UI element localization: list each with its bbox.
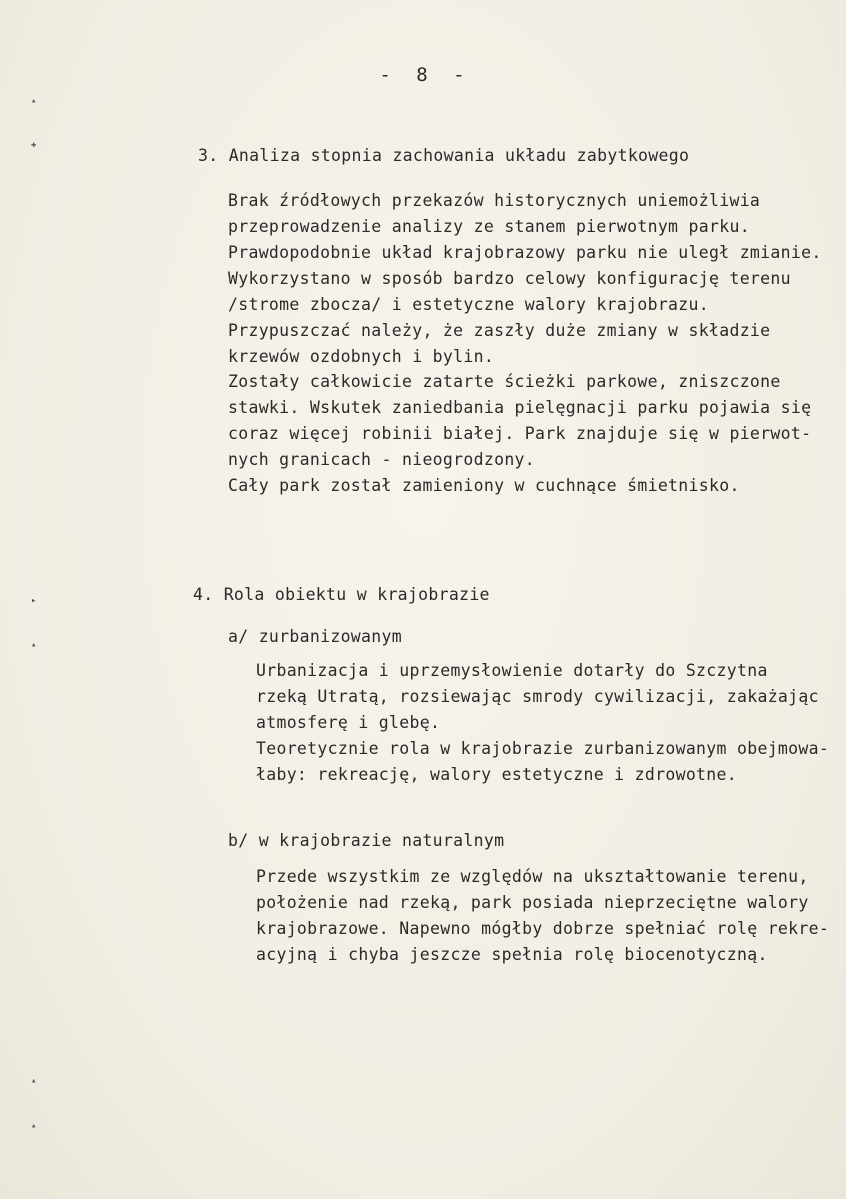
subsection-a-line: łaby: rekreację, walory estetyczne i zdrowotne. bbox=[256, 765, 737, 784]
margin-mark-1: ▴ bbox=[31, 96, 37, 106]
margin-mark-6: ▴ bbox=[31, 1121, 37, 1131]
subsection-b-line: położenie nad rzeką, park posiada nieprzeciętne walory bbox=[256, 893, 809, 912]
subsection-a-line: atmosferę i glebę. bbox=[256, 713, 441, 732]
margin-mark-2: ✚ bbox=[31, 140, 37, 150]
subsection-b-line: Przede wszystkim ze względów na ukształtowanie terenu, bbox=[256, 867, 809, 886]
section-3-line: coraz więcej robinii białej. Park znajduje się w pierwot- bbox=[228, 424, 812, 443]
page-number: - 8 - bbox=[379, 64, 467, 86]
section-4-heading: 4. Rola obiektu w krajobrazie bbox=[193, 585, 490, 604]
section-3-line: Przypuszczać należy, że zaszły duże zmiany w składzie bbox=[228, 321, 771, 340]
subsection-b-heading: b/ w krajobrazie naturalnym bbox=[228, 831, 505, 850]
section-3-line: stawki. Wskutek zaniedbania pielęgnacji parku pojawia się bbox=[228, 398, 812, 417]
section-3-line: Brak źródłowych przekazów historycznych uniemożliwia bbox=[228, 191, 761, 210]
margin-mark-5: ▴ bbox=[31, 1076, 37, 1086]
section-3-line: Wykorzystano w sposób bardzo celowy konfigurację terenu bbox=[228, 269, 791, 288]
subsection-b-line: acyjną i chyba jeszcze spełnia rolę biocenotyczną. bbox=[256, 945, 768, 964]
section-3-line: przeprowadzenie analizy ze stanem pierwotnym parku. bbox=[228, 217, 750, 236]
margin-mark-3: ▸ bbox=[31, 596, 37, 606]
subsection-b-line: krajobrazowe. Napewno mógłby dobrze spełniać rolę rekre- bbox=[256, 919, 830, 938]
section-3-line: Prawdopodobnie układ krajobrazowy parku nie uległ zmianie. bbox=[228, 243, 822, 262]
section-3-line: Zostały całkowicie zatarte ścieżki parkowe, zniszczone bbox=[228, 372, 781, 391]
subsection-a-line: Urbanizacja i uprzemysłowienie dotarły do Szczytna bbox=[256, 661, 768, 680]
section-3-line: krzewów ozdobnych i bylin. bbox=[228, 347, 495, 366]
margin-mark-4: ▴ bbox=[31, 640, 37, 650]
subsection-a-line: rzeką Utratą, rozsiewając smrody cywilizacji, zakażając bbox=[256, 687, 819, 706]
section-3-line: Cały park został zamieniony w cuchnące śmietnisko. bbox=[228, 476, 740, 495]
section-3-line: /strome zbocza/ i estetyczne walory krajobrazu. bbox=[228, 295, 709, 314]
section-3-heading: 3. Analiza stopnia zachowania układu zabytkowego bbox=[198, 146, 690, 165]
section-3-line: nych granicach - nieogrodzony. bbox=[228, 450, 536, 469]
subsection-a-line: Teoretycznie rola w krajobrazie zurbanizowanym obejmowa- bbox=[256, 739, 830, 758]
subsection-a-heading: a/ zurbanizowanym bbox=[228, 627, 402, 646]
